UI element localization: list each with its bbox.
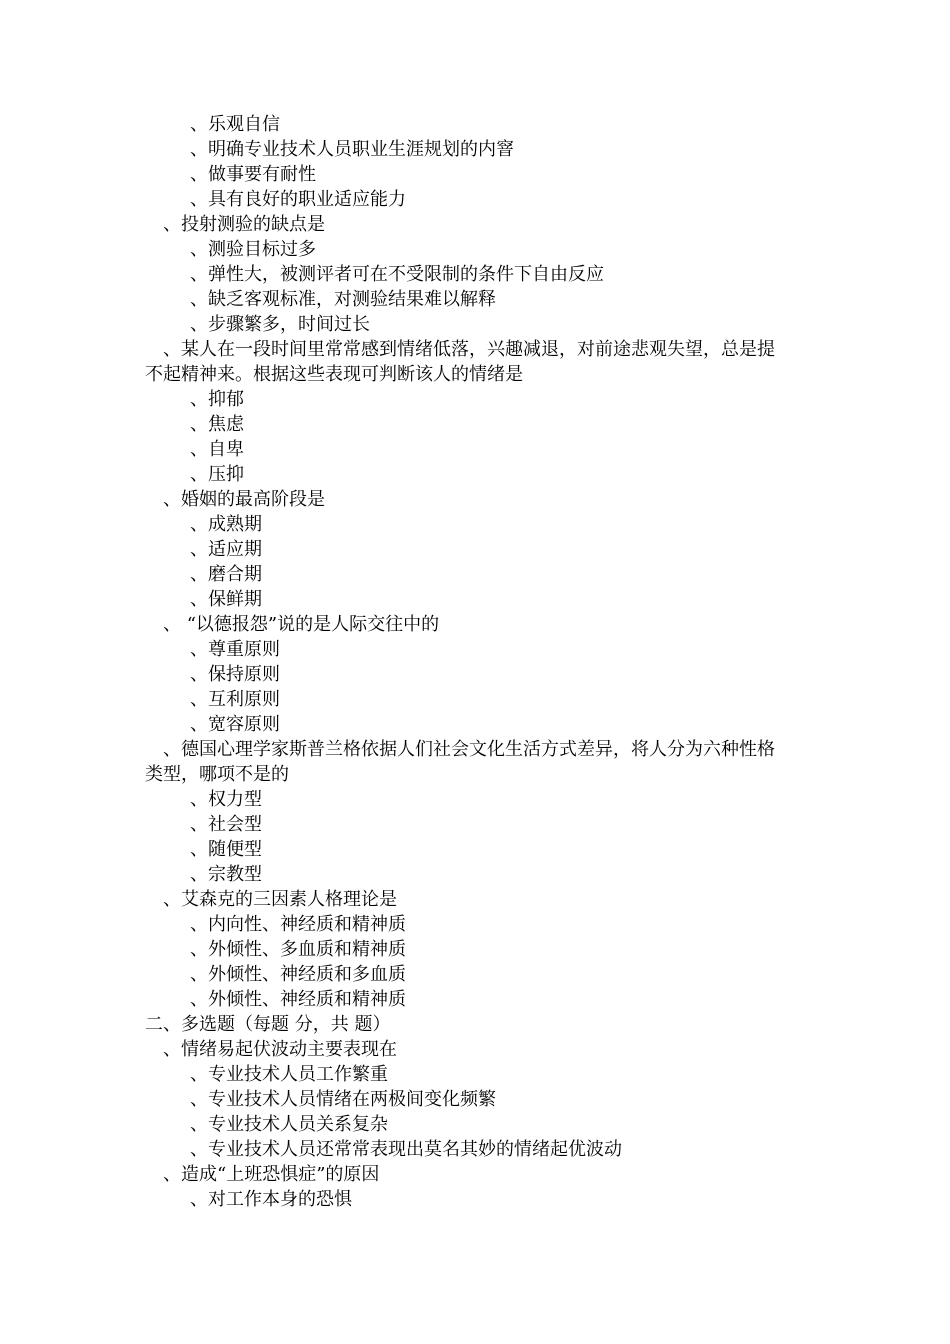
answer-option: 、磨合期: [190, 564, 262, 585]
answer-option: 、适应期: [190, 539, 262, 560]
answer-option: 、做事要有耐性: [190, 164, 316, 185]
answer-option: 、社会型: [190, 814, 262, 835]
answer-option: 、弹性大，被测评者可在不受限制的条件下自由反应: [190, 264, 604, 285]
answer-option: 、具有良好的职业适应能力: [190, 189, 406, 210]
question-text: 、婚姻的最高阶段是: [163, 489, 325, 510]
answer-option: 、焦虑: [190, 414, 244, 435]
question-text: 、艾森克的三因素人格理论是: [163, 889, 397, 910]
answer-option: 、对工作本身的恐惧: [190, 1189, 352, 1210]
answer-option: 、尊重原则: [190, 639, 280, 660]
answer-option: 、乐观自信: [190, 114, 280, 135]
answer-option: 、宗教型: [190, 864, 262, 885]
answer-option: 、专业技术人员关系复杂: [190, 1114, 388, 1135]
question-text: 、造成“上班恐惧症”的原因: [163, 1164, 380, 1185]
answer-option: 、专业技术人员工作繁重: [190, 1064, 388, 1085]
answer-option: 、互利原则: [190, 689, 280, 710]
text-line: 类型，哪项不是的: [145, 764, 289, 785]
answer-option: 、专业技术人员情绪在两极间变化频繁: [190, 1089, 496, 1110]
document-body: [145, 112, 825, 1212]
answer-option: 、外倾性、神经质和精神质: [190, 989, 406, 1010]
text-line: 不起精神来。根据这些表现可判断该人的情绪是: [145, 364, 523, 385]
answer-option: 、压抑: [190, 464, 244, 485]
answer-option: 、保持原则: [190, 664, 280, 685]
answer-option: 、保鲜期: [190, 589, 262, 610]
answer-option: 、内向性、神经质和精神质: [190, 914, 406, 935]
answer-option: 、缺乏客观标准，对测验结果难以解释: [190, 289, 496, 310]
answer-option: 、成熟期: [190, 514, 262, 535]
answer-option: 、测验目标过多: [190, 239, 316, 260]
question-text: 、某人在一段时间里常常感到情绪低落，兴趣减退，对前途悲观失望，总是提: [163, 339, 775, 360]
question-text: 、情绪易起伏波动主要表现在: [163, 1039, 397, 1060]
answer-option: 、外倾性、神经质和多血质: [190, 964, 406, 985]
answer-option: 、权力型: [190, 789, 262, 810]
answer-option: 、步骤繁多，时间过长: [190, 314, 370, 335]
question-text: 、德国心理学家斯普兰格依据人们社会文化生活方式差异，将人分为六种性格: [163, 739, 775, 760]
answer-option: 、随便型: [190, 839, 262, 860]
answer-option: 、抑郁: [190, 389, 244, 410]
answer-option: 、外倾性、多血质和精神质: [190, 939, 406, 960]
answer-option: 、专业技术人员还常常表现出莫名其妙的情绪起优波动: [190, 1139, 622, 1160]
answer-option: 、自卑: [190, 439, 244, 460]
question-text: 、投射测验的缺点是: [163, 214, 325, 235]
answer-option: 、宽容原则: [190, 714, 280, 735]
text-line: 二、多选题（每题 分，共 题）: [145, 1014, 391, 1035]
answer-option: 、明确专业技术人员职业生涯规划的内窨: [190, 139, 514, 160]
question-text: 、 “以德报怨”说的是人际交往中的: [163, 614, 440, 635]
